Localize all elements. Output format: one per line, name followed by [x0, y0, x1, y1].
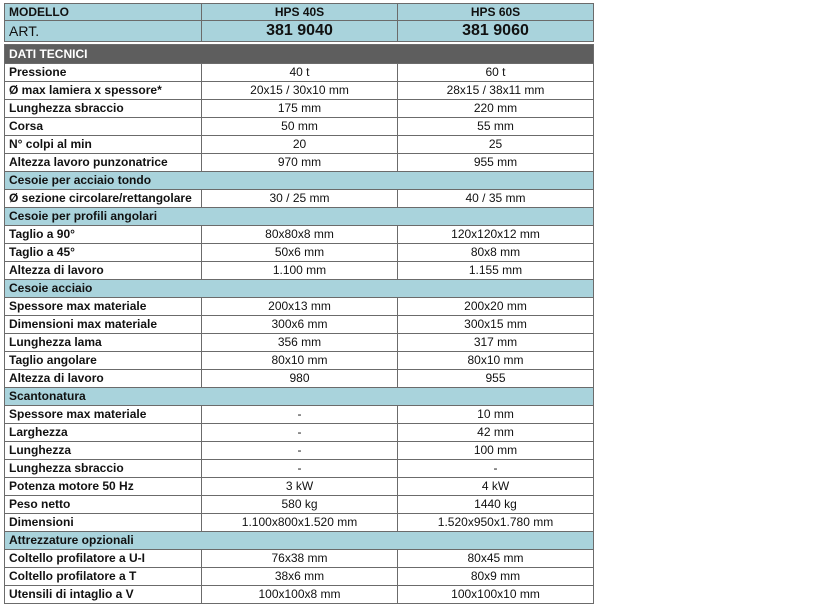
spec-value-hps40s: 38x6 mm — [202, 568, 398, 586]
spec-value-hps60s: 10 mm — [398, 406, 594, 424]
spec-label: Ø sezione circolare/rettangolare — [5, 190, 202, 208]
spec-label: Dimensioni max materiale — [5, 316, 202, 334]
spec-value-hps40s: 40 t — [202, 64, 398, 82]
spec-row — [5, 262, 594, 280]
spec-value-hps60s: 100 mm — [398, 442, 594, 460]
spec-row — [5, 352, 594, 370]
art-label: ART. — [5, 21, 202, 42]
art-number-2: 381 9060 — [398, 21, 594, 42]
spec-label: Altezza di lavoro — [5, 262, 202, 280]
spec-row — [5, 460, 594, 478]
spec-table — [4, 3, 594, 604]
spec-label: Lunghezza lama — [5, 334, 202, 352]
spec-value-hps40s: 200x13 mm — [202, 298, 398, 316]
spec-value-hps60s: 200x20 mm — [398, 298, 594, 316]
spec-value-hps40s: 20 — [202, 136, 398, 154]
spec-value-hps60s: 28x15 / 38x11 mm — [398, 82, 594, 100]
spec-value-hps60s: 120x120x12 mm — [398, 226, 594, 244]
spec-row — [5, 424, 594, 442]
spec-label: Dimensioni — [5, 514, 202, 532]
spec-value-hps40s: 20x15 / 30x10 mm — [202, 82, 398, 100]
spec-value-hps40s: 1.100x800x1.520 mm — [202, 514, 398, 532]
spec-label: Corsa — [5, 118, 202, 136]
spec-value-hps40s: 100x100x8 mm — [202, 586, 398, 604]
spec-label: N° colpi al min — [5, 136, 202, 154]
spec-row — [5, 154, 594, 172]
spec-label: Coltello profilatore a T — [5, 568, 202, 586]
spec-label: Coltello profilatore a U-I — [5, 550, 202, 568]
spec-row — [5, 478, 594, 496]
spec-value-hps40s: 30 / 25 mm — [202, 190, 398, 208]
spec-value-hps60s: 1.520x950x1.780 mm — [398, 514, 594, 532]
spec-value-hps60s: 955 — [398, 370, 594, 388]
model-name-1: HPS 40S — [202, 4, 398, 21]
art-row — [5, 21, 594, 42]
spec-value-hps60s: 300x15 mm — [398, 316, 594, 334]
spec-value-hps60s: 1440 kg — [398, 496, 594, 514]
spec-row — [5, 442, 594, 460]
spec-value-hps60s: 80x8 mm — [398, 244, 594, 262]
spec-label: Lunghezza sbraccio — [5, 100, 202, 118]
spec-label: Lunghezza — [5, 442, 202, 460]
spec-value-hps60s: 60 t — [398, 64, 594, 82]
spec-row — [5, 118, 594, 136]
spec-label: Taglio angolare — [5, 352, 202, 370]
spec-value-hps60s: 80x45 mm — [398, 550, 594, 568]
spec-row — [5, 298, 594, 316]
section-heading: Cesoie per profili angolari — [5, 208, 594, 226]
spec-value-hps40s: 50 mm — [202, 118, 398, 136]
spec-value-hps40s: 175 mm — [202, 100, 398, 118]
model-label: MODELLO — [5, 4, 202, 21]
spec-row — [5, 100, 594, 118]
spec-value-hps60s: 80x9 mm — [398, 568, 594, 586]
section-heading: Cesoie per acciaio tondo — [5, 172, 594, 190]
spec-value-hps40s: 356 mm — [202, 334, 398, 352]
spec-value-hps40s: 1.100 mm — [202, 262, 398, 280]
spec-label: Peso netto — [5, 496, 202, 514]
spec-row — [5, 64, 594, 82]
spec-label: Altezza di lavoro — [5, 370, 202, 388]
spec-label: Spessore max materiale — [5, 298, 202, 316]
spec-value-hps40s: 50x6 mm — [202, 244, 398, 262]
spec-row — [5, 334, 594, 352]
spec-label: Pressione — [5, 64, 202, 82]
spec-row — [5, 586, 594, 604]
spec-row — [5, 406, 594, 424]
spec-row — [5, 244, 594, 262]
spec-value-hps40s: 80x10 mm — [202, 352, 398, 370]
section-heading: Cesoie acciaio — [5, 280, 594, 298]
section-heading: Scantonatura — [5, 388, 594, 406]
section-row — [5, 172, 594, 190]
spec-row — [5, 568, 594, 586]
spec-label: Lunghezza sbraccio — [5, 460, 202, 478]
spec-row — [5, 226, 594, 244]
spec-label: Taglio a 90° — [5, 226, 202, 244]
spec-label: Spessore max materiale — [5, 406, 202, 424]
spec-value-hps60s: 100x100x10 mm — [398, 586, 594, 604]
spec-value-hps60s: 1.155 mm — [398, 262, 594, 280]
spec-value-hps40s: 76x38 mm — [202, 550, 398, 568]
spec-row — [5, 496, 594, 514]
spec-row — [5, 136, 594, 154]
spec-value-hps60s: 4 kW — [398, 478, 594, 496]
spec-value-hps60s: 80x10 mm — [398, 352, 594, 370]
spec-row — [5, 370, 594, 388]
spec-value-hps40s: 580 kg — [202, 496, 398, 514]
spec-label: Potenza motore 50 Hz — [5, 478, 202, 496]
spec-label: Taglio a 45° — [5, 244, 202, 262]
dati-tecnici-row — [5, 45, 594, 64]
art-number-1: 381 9040 — [202, 21, 398, 42]
spec-label: Larghezza — [5, 424, 202, 442]
spec-value-hps60s: 220 mm — [398, 100, 594, 118]
spec-value-hps40s: - — [202, 442, 398, 460]
spec-value-hps40s: 300x6 mm — [202, 316, 398, 334]
spec-value-hps60s: - — [398, 460, 594, 478]
spec-value-hps40s: - — [202, 406, 398, 424]
spec-row — [5, 316, 594, 334]
spec-value-hps40s: - — [202, 460, 398, 478]
model-name-2: HPS 60S — [398, 4, 594, 21]
spec-label: Utensili di intaglio a V — [5, 586, 202, 604]
spec-value-hps60s: 55 mm — [398, 118, 594, 136]
spec-label: Ø max lamiera x spessore* — [5, 82, 202, 100]
spec-value-hps60s: 25 — [398, 136, 594, 154]
spec-row — [5, 550, 594, 568]
spec-value-hps40s: 3 kW — [202, 478, 398, 496]
spec-value-hps60s: 317 mm — [398, 334, 594, 352]
spec-row — [5, 190, 594, 208]
section-row — [5, 208, 594, 226]
spec-value-hps40s: 80x80x8 mm — [202, 226, 398, 244]
spec-value-hps40s: 970 mm — [202, 154, 398, 172]
section-row — [5, 280, 594, 298]
spec-row — [5, 514, 594, 532]
section-row — [5, 532, 594, 550]
spec-table-container — [4, 3, 593, 604]
spec-value-hps40s: - — [202, 424, 398, 442]
spec-value-hps60s: 40 / 35 mm — [398, 190, 594, 208]
section-row — [5, 388, 594, 406]
dati-tecnici-heading: DATI TECNICI — [5, 45, 594, 64]
model-row — [5, 4, 594, 21]
spec-value-hps60s: 42 mm — [398, 424, 594, 442]
spec-label: Altezza lavoro punzonatrice — [5, 154, 202, 172]
spec-value-hps60s: 955 mm — [398, 154, 594, 172]
spec-row — [5, 82, 594, 100]
spec-value-hps40s: 980 — [202, 370, 398, 388]
section-heading: Attrezzature opzionali — [5, 532, 594, 550]
